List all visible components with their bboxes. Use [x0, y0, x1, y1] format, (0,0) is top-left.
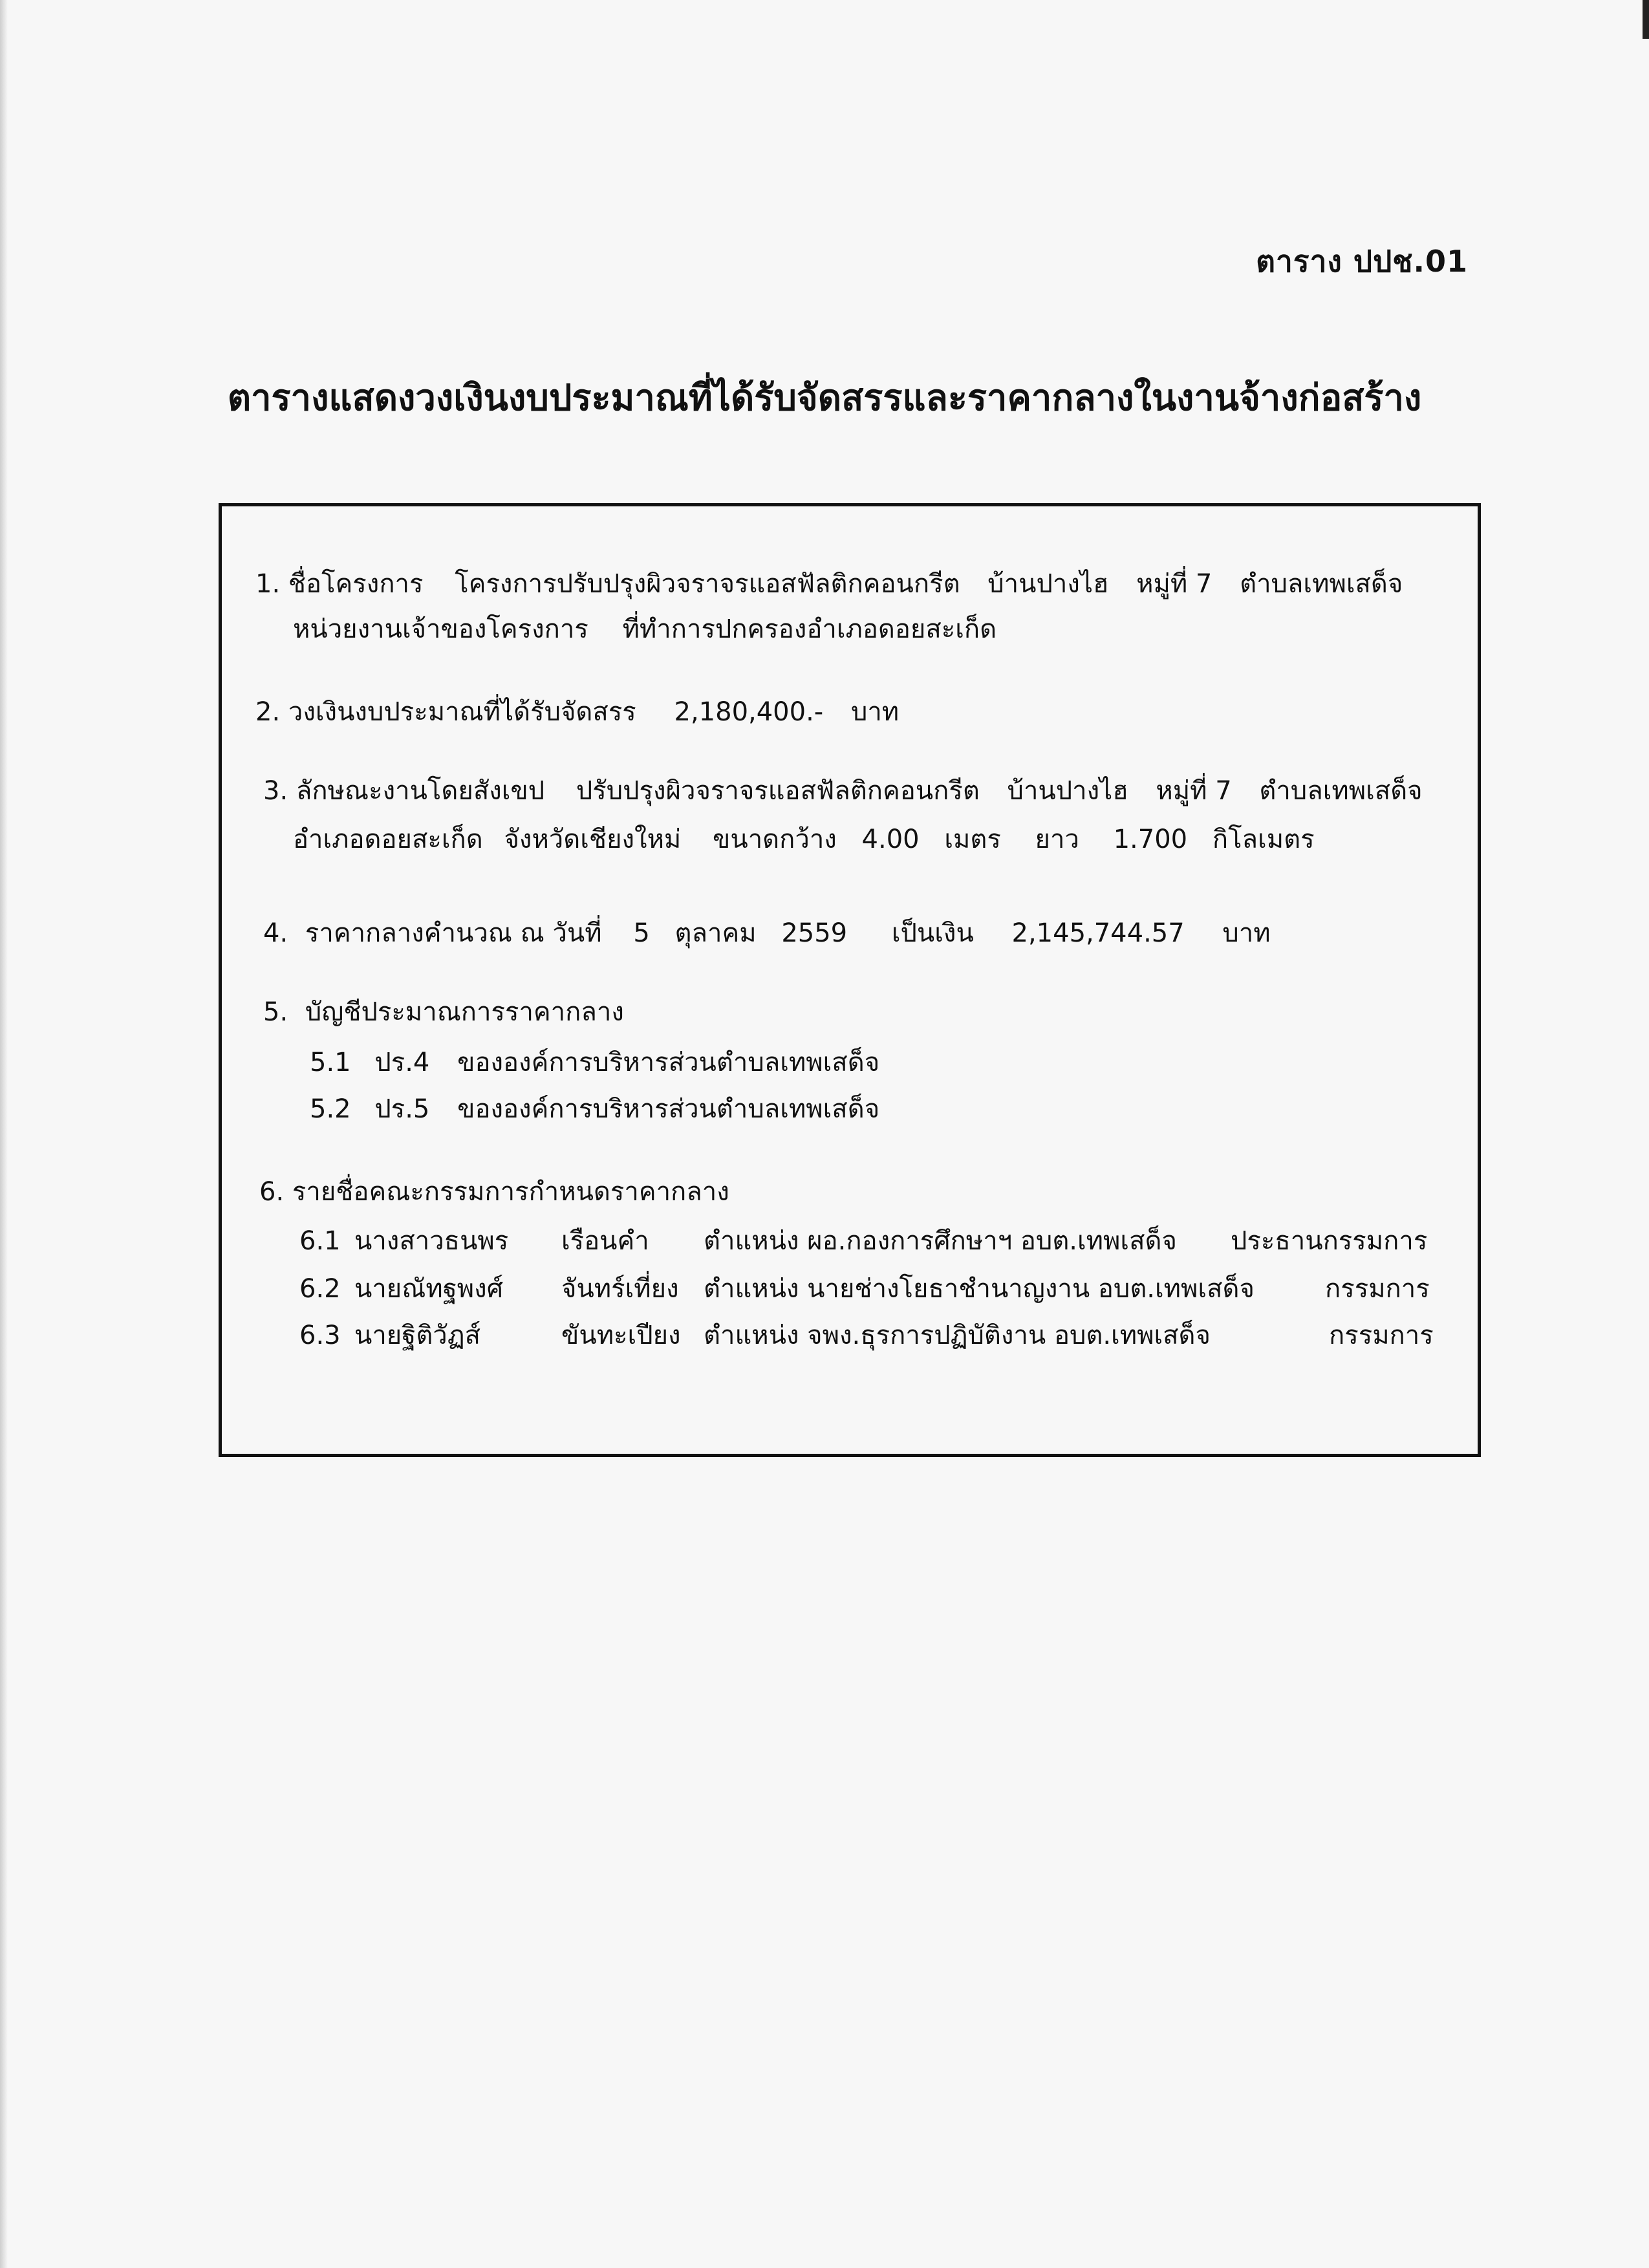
section-6-line	[259, 1179, 729, 1205]
section-3-width-value: 4.00	[861, 825, 920, 854]
section-1-village: บ้านปางไฮ	[987, 569, 1109, 599]
section-3-line-1	[263, 778, 1423, 804]
committee-member-position: ตำแหน่ง ผอ.กองการศึกษาฯ อบต.เทพเสด็จ	[704, 1226, 1177, 1256]
section-3-number: 3.	[263, 776, 288, 806]
committee-member-number: 6.1	[299, 1226, 341, 1256]
committee-member-role: กรรมการ	[1329, 1321, 1434, 1350]
section-5-item	[310, 1050, 879, 1075]
section-5-item	[310, 1096, 879, 1122]
section-3-width-label: ขนาดกว้าง	[713, 825, 837, 854]
section-3-label: ลักษณะงานโดยสังเขป	[296, 776, 545, 806]
section-5-label: บัญชีประมาณการราคากลาง	[305, 997, 624, 1027]
committee-member-position: ตำแหน่ง จพง.ธุรการปฏิบัติงาน อบต.เทพเสด็จ	[704, 1321, 1211, 1350]
section-4-amount-label: เป็นเงิน	[891, 918, 974, 948]
scan-edge-right	[1643, 0, 1649, 39]
section-1-line-2	[293, 616, 997, 642]
project-info-box	[219, 503, 1481, 1457]
section-3-length-label: ยาว	[1035, 825, 1079, 854]
section-4-unit: บาท	[1222, 918, 1271, 948]
committee-member-first-name: นายณัทฐพงศ์	[354, 1274, 504, 1304]
section-5-item-form: ปร.4	[374, 1048, 430, 1077]
section-4-line	[263, 920, 1271, 946]
section-3-length-value: 1.700	[1113, 825, 1188, 854]
section-1-tambon: ตำบลเทพเสด็จ	[1240, 569, 1403, 599]
section-1-moo: หมู่ที่ 7	[1136, 569, 1212, 599]
section-5-line	[263, 999, 624, 1025]
section-4-label: ราคากลางคำนวณ ณ วันที่	[305, 918, 602, 948]
section-1-agency: ที่ทำการปกครองอำเภอดอยสะเก็ด	[622, 614, 997, 644]
committee-member-role: ประธานกรรมการ	[1231, 1226, 1428, 1256]
section-1-number: 1.	[255, 569, 281, 599]
section-1-project: โครงการปรับปรุงผิวจราจรแอสฟัลติกคอนกรีต	[455, 569, 960, 599]
section-2-label: วงเงินงบประมาณที่ได้รับจัดสรร	[288, 697, 636, 727]
committee-member-first-name: นายฐิติวัฏส์	[354, 1321, 481, 1350]
section-6-number: 6.	[259, 1177, 285, 1207]
section-5-item-number: 5.2	[310, 1094, 351, 1124]
committee-member-number: 6.2	[299, 1274, 341, 1304]
committee-member-role: กรรมการ	[1325, 1274, 1430, 1304]
section-5-item-form: ปร.5	[374, 1094, 430, 1124]
committee-member-position: ตำแหน่ง นายช่างโยธาชำนาญงาน อบต.เทพเสด็จ	[704, 1274, 1255, 1304]
section-6-label: รายชื่อคณะกรรมการกำหนดราคากลาง	[292, 1177, 729, 1207]
section-2-amount: 2,180,400.-	[674, 697, 824, 727]
document-title: ตารางแสดงวงเงินงบประมาณที่ได้รับจัดสรรและราคากลางในงานจ้างก่อสร้าง	[227, 377, 1422, 419]
committee-member-first-name: นางสาวธนพร	[354, 1226, 509, 1256]
section-3-length-unit: กิโลเมตร	[1212, 825, 1315, 854]
section-3-province: จังหวัดเชียงใหม่	[504, 825, 682, 854]
section-1-agency-label: หน่วยงานเจ้าของโครงการ	[293, 614, 588, 644]
section-1-line-1	[255, 571, 1403, 597]
form-code: ตาราง ปปช.01	[1256, 244, 1468, 279]
committee-member-last-name: จันทร์เที่ยง	[561, 1274, 679, 1304]
section-3-work: ปรับปรุงผิวจราจรแอสฟัลติกคอนกรีต	[576, 776, 980, 806]
section-5-number: 5.	[263, 997, 288, 1027]
section-1-label: ชื่อโครงการ	[288, 569, 424, 599]
section-3-moo: หมู่ที่ 7	[1156, 776, 1232, 806]
section-5-item-org: ขององค์การบริหารส่วนตำบลเทพเสด็จ	[457, 1094, 880, 1124]
section-3-village: บ้านปางไฮ	[1007, 776, 1128, 806]
section-2-unit: บาท	[850, 697, 900, 727]
section-3-tambon: ตำบลเทพเสด็จ	[1259, 776, 1423, 806]
section-5-item-org: ขององค์การบริหารส่วนตำบลเทพเสด็จ	[457, 1048, 880, 1077]
committee-member-number: 6.3	[299, 1321, 341, 1350]
section-4-number: 4.	[263, 918, 288, 948]
committee-member-last-name: เรือนคำ	[561, 1226, 649, 1256]
section-2-line	[255, 699, 899, 725]
section-4-year: 2559	[781, 918, 848, 948]
section-3-amphoe: อำเภอดอยสะเก็ด	[293, 825, 483, 854]
section-2-number: 2.	[255, 697, 281, 727]
scan-edge-left	[0, 0, 8, 2268]
committee-member-last-name: ขันทะเปียง	[561, 1321, 681, 1350]
section-4-month: ตุลาคม	[674, 918, 757, 948]
section-3-width-unit: เมตร	[944, 825, 1001, 854]
section-4-amount: 2,145,744.57	[1011, 918, 1185, 948]
section-3-line-2	[293, 826, 1315, 852]
section-4-day: 5	[633, 918, 650, 948]
section-5-item-number: 5.1	[310, 1048, 351, 1077]
